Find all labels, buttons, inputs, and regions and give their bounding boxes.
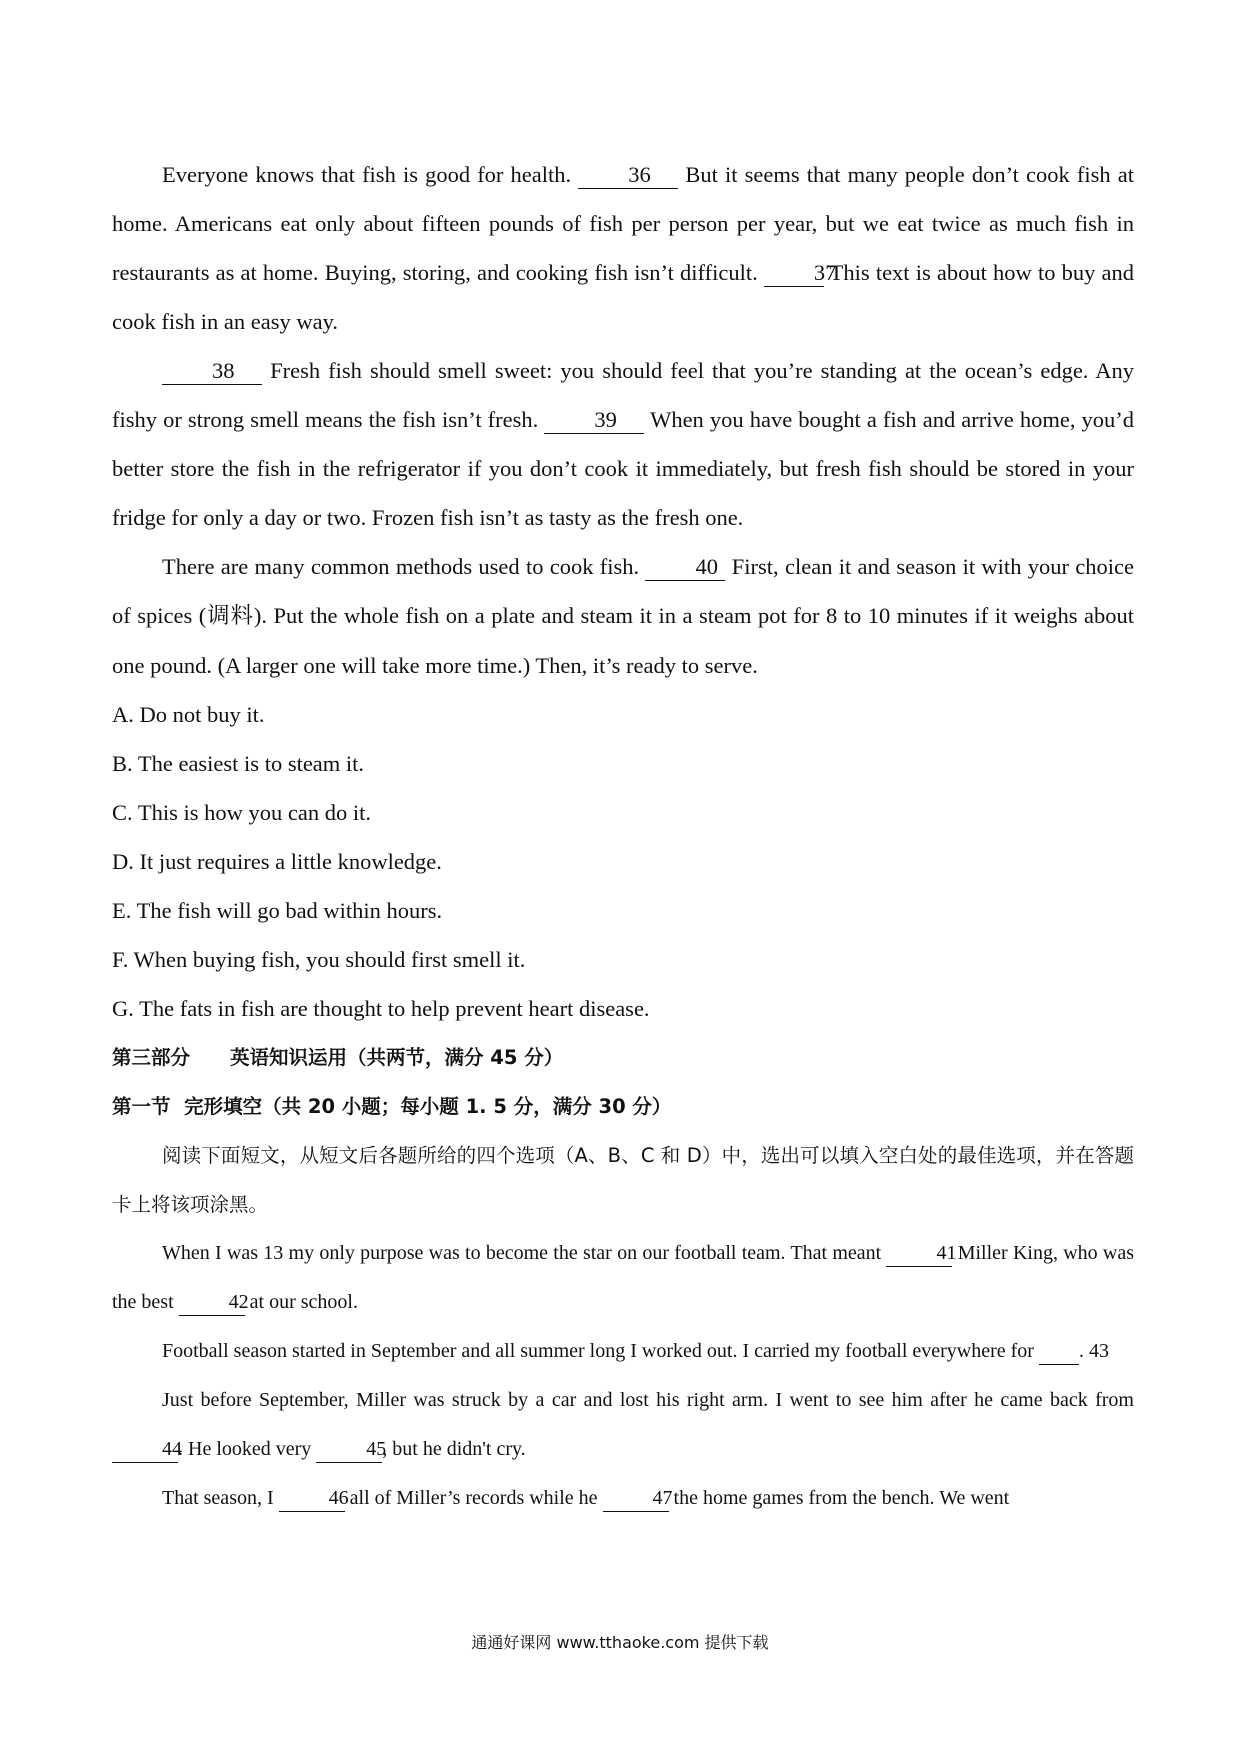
option-c: C. This is how you can do it. bbox=[112, 800, 371, 825]
text-run: First, clean it and season it with your choice of spices ( bbox=[112, 554, 1134, 628]
text-run: ). Put the whole fish on a plate and steam it in a steam pot for 8 to 10 minutes if it weighs about one pound. (A larger one will take more time.) Then, it’s ready to serve. bbox=[112, 603, 1134, 678]
option-d: D. It just requires a little knowledge. bbox=[112, 849, 442, 874]
passage2-paragraph-3 bbox=[112, 1376, 1134, 1474]
text-run: When I was 13 my only purpose was to become the star on our football team. That meant bbox=[162, 1242, 882, 1264]
text-run: There are many common methods used to cook fish. bbox=[162, 554, 640, 579]
blank-47: 47 bbox=[603, 1485, 669, 1512]
passage1-paragraph-2 bbox=[112, 346, 1134, 542]
exam-page bbox=[112, 150, 1134, 1523]
text-run: This text is about how to buy and cook fish in an easy way. bbox=[112, 260, 1135, 334]
instructions: 阅读下面短文，从短文后各题所给的四个选项（A、B、C 和 D）中，选出可以填入空白处的最佳选项，并在答题卡上将该项涂黑。 bbox=[112, 1144, 1134, 1216]
passage1-paragraph-1 bbox=[112, 150, 1134, 346]
text-run: Just before September, Miller was struck by a car and lost his right arm. I went to see him after he came back from bbox=[162, 1389, 1134, 1411]
passage2-paragraph-4 bbox=[112, 1474, 1134, 1523]
blank-40: 40 bbox=[645, 554, 725, 581]
text-run: That season, I bbox=[162, 1487, 274, 1509]
section1-label: 第一节 bbox=[112, 1095, 171, 1118]
blank-37: 37 bbox=[764, 260, 824, 287]
text-run: When you have bought a fish and arrive home, you’d better store the fish in the refrigerator if you don’t cook it immediately, but fresh fish should be stored in your fridge for only a day or two. Frozen fish isn’t as tasty as the fresh one. bbox=[112, 407, 1135, 530]
text-run: the home games from the bench. We went bbox=[673, 1487, 1010, 1509]
text-run: Football season started in September and all summer long I worked out. I carried my football everywhere for bbox=[162, 1340, 1034, 1362]
part3-title: 英语知识运用（共两节，满分 45 分） bbox=[230, 1046, 564, 1069]
blank-43: 43 bbox=[1039, 1338, 1079, 1365]
section1-heading bbox=[112, 1082, 1134, 1131]
blank-39: 39 bbox=[544, 407, 644, 434]
option-e: E. The fish will go bad within hours. bbox=[112, 898, 443, 923]
chinese-gloss: 调料 bbox=[206, 603, 254, 629]
text-run: at our school. bbox=[249, 1291, 358, 1313]
section1-title: 完形填空（共 20 小题；每小题 1. 5 分，满分 30 分） bbox=[184, 1095, 672, 1118]
passage2-paragraph-2 bbox=[112, 1327, 1134, 1376]
passage2-paragraph-1 bbox=[112, 1229, 1134, 1327]
blank-45: 45 bbox=[316, 1436, 382, 1463]
options-list bbox=[112, 690, 1134, 1033]
text-run: Miller King, who was the best bbox=[112, 1242, 1134, 1313]
text-run: . He looked very bbox=[178, 1438, 312, 1460]
text-run: Everyone knows that fish is good for health. bbox=[162, 162, 572, 187]
option-a: A. Do not buy it. bbox=[112, 702, 265, 727]
part3-label: 第三部分 bbox=[112, 1046, 191, 1069]
part3-heading bbox=[112, 1033, 1134, 1082]
text-run: Fresh fish should smell sweet: you should feel that you’re standing at the ocean’s edge. Any fishy or strong smell means the fish isn’t fresh. bbox=[112, 358, 1135, 432]
option-f: F. When buying fish, you should first smell it. bbox=[112, 947, 526, 972]
blank-36: 36 bbox=[578, 162, 678, 189]
text-run: But it seems that many people don’t cook fish at home. Americans eat only about fifteen pounds of fish per person per year, but we eat twice as much fish in restaurants as at home. Buying, storing, and cooking fish isn’t difficult. bbox=[112, 162, 1135, 285]
blank-44: 44 bbox=[112, 1436, 178, 1463]
blank-46: 46 bbox=[279, 1485, 345, 1512]
blank-38: 38 bbox=[162, 358, 262, 385]
text-run: . bbox=[1078, 1340, 1084, 1362]
passage1-paragraph-3 bbox=[112, 542, 1134, 690]
option-g: G. The fats in fish are thought to help prevent heart disease. bbox=[112, 996, 650, 1021]
option-b: B. The easiest is to steam it. bbox=[112, 751, 365, 776]
blank-41: 41 bbox=[886, 1240, 952, 1267]
text-run: all of Miller’s records while he bbox=[349, 1487, 598, 1509]
page-footer: 通通好课网 www.tthaoke.com 提供下载 bbox=[471, 1633, 769, 1652]
text-run: , but he didn't cry. bbox=[382, 1438, 526, 1460]
blank-42: 42 bbox=[179, 1289, 245, 1316]
